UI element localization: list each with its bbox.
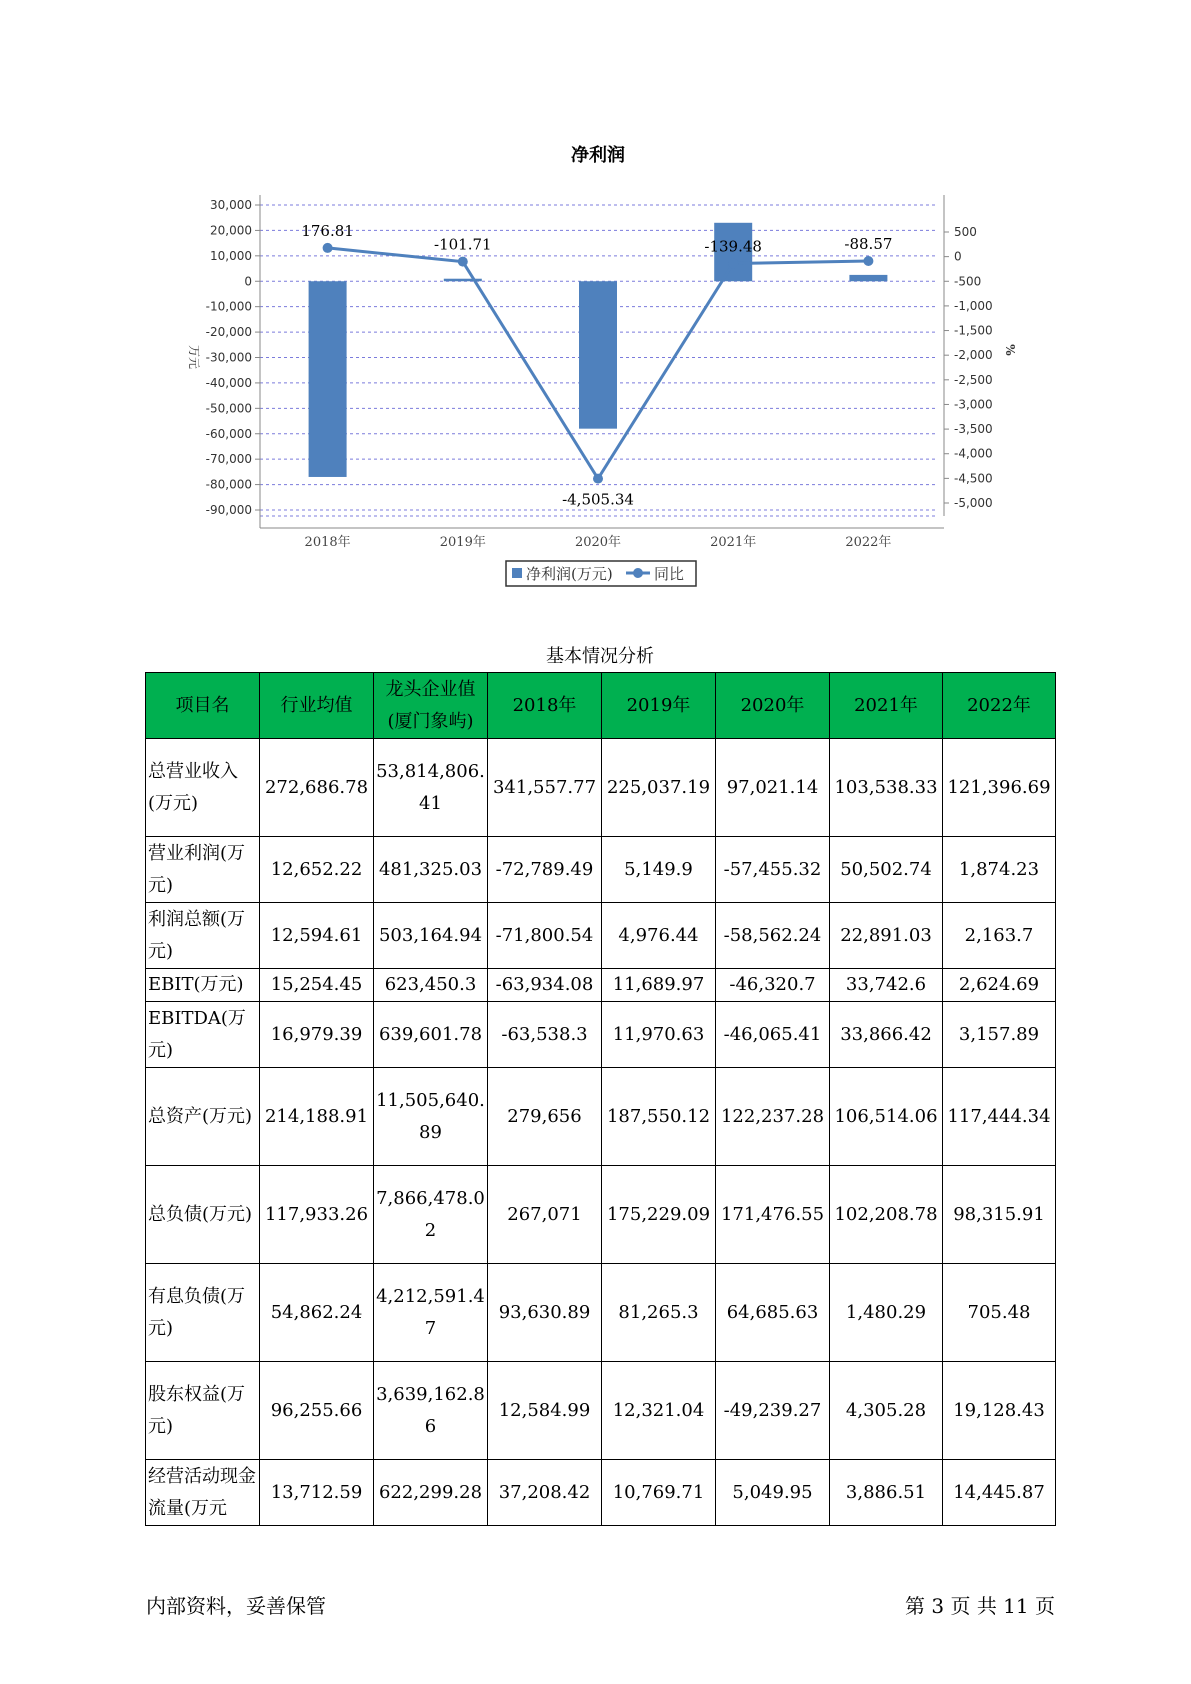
table-cell: 122,237.28 bbox=[716, 1068, 830, 1166]
row-label: 总负债(万元) bbox=[146, 1166, 260, 1264]
table-cell: -71,800.54 bbox=[488, 903, 602, 969]
table-cell: 96,255.66 bbox=[260, 1362, 374, 1460]
column-header: 2018年 bbox=[488, 673, 602, 739]
data-label: -101.71 bbox=[434, 235, 492, 254]
data-label: -88.57 bbox=[844, 235, 893, 254]
table-cell: 2,624.69 bbox=[943, 969, 1056, 1002]
table-cell: 705.48 bbox=[943, 1264, 1056, 1362]
row-label: 总资产(万元) bbox=[146, 1068, 260, 1166]
row-label: 经营活动现金流量(万元 bbox=[146, 1460, 260, 1526]
column-header: 龙头企业值(厦门象屿) bbox=[374, 673, 488, 739]
table-cell: 622,299.28 bbox=[374, 1460, 488, 1526]
net-profit-chart bbox=[0, 0, 1191, 600]
table-cell: 11,970.63 bbox=[602, 1002, 716, 1068]
row-label: 股东权益(万元) bbox=[146, 1362, 260, 1460]
table-cell: 225,037.19 bbox=[602, 739, 716, 837]
x-tick-label: 2022年 bbox=[845, 535, 892, 550]
y-tick-label: -30,000 bbox=[205, 350, 252, 365]
y-tick-label: -40,000 bbox=[205, 375, 252, 390]
table-cell: 12,652.22 bbox=[260, 837, 374, 903]
table-cell: 97,021.14 bbox=[716, 739, 830, 837]
table-cell: -57,455.32 bbox=[716, 837, 830, 903]
y2-axis-label: % bbox=[1003, 344, 1017, 356]
table-cell: -46,065.41 bbox=[716, 1002, 830, 1068]
table-cell: -58,562.24 bbox=[716, 903, 830, 969]
y2-tick-label: -1,500 bbox=[954, 323, 993, 338]
table-row bbox=[146, 969, 1056, 1002]
table-header-row bbox=[146, 673, 1056, 739]
table-cell: 15,254.45 bbox=[260, 969, 374, 1002]
table-caption: 基本情况分析 bbox=[546, 646, 654, 667]
line-point bbox=[593, 474, 603, 484]
y-tick-label: 0 bbox=[244, 274, 252, 289]
legend-label-net-profit: 净利润(万元) bbox=[526, 565, 613, 583]
table-cell: 1,874.23 bbox=[943, 837, 1056, 903]
row-label: EBITDA(万元) bbox=[146, 1002, 260, 1068]
y2-tick-label: -2,000 bbox=[954, 348, 993, 363]
footer-page-number: 第 3 页 共 11 页 bbox=[905, 1594, 1055, 1618]
table-cell: 3,639,162.86 bbox=[374, 1362, 488, 1460]
table-cell: 50,502.74 bbox=[830, 837, 943, 903]
line-point bbox=[863, 256, 873, 266]
table-cell: 12,321.04 bbox=[602, 1362, 716, 1460]
row-label: 营业利润(万元) bbox=[146, 837, 260, 903]
table-cell: 5,149.9 bbox=[602, 837, 716, 903]
bar bbox=[579, 281, 617, 428]
table-cell: 279,656 bbox=[488, 1068, 602, 1166]
table-cell: 13,712.59 bbox=[260, 1460, 374, 1526]
table-cell: 341,557.77 bbox=[488, 739, 602, 837]
table-row bbox=[146, 1264, 1056, 1362]
chart-title: 净利润 bbox=[571, 145, 625, 166]
y2-tick-label: 500 bbox=[954, 225, 977, 239]
column-header: 2021年 bbox=[830, 673, 943, 739]
line-point bbox=[728, 259, 738, 269]
table-row bbox=[146, 739, 1056, 837]
table-cell: 5,049.95 bbox=[716, 1460, 830, 1526]
table-cell: 4,976.44 bbox=[602, 903, 716, 969]
table-cell: 639,601.78 bbox=[374, 1002, 488, 1068]
row-label: 利润总额(万元) bbox=[146, 903, 260, 969]
table-cell: 103,538.33 bbox=[830, 739, 943, 837]
table-cell: 64,685.63 bbox=[716, 1264, 830, 1362]
table-cell: 22,891.03 bbox=[830, 903, 943, 969]
table-cell: 14,445.87 bbox=[943, 1460, 1056, 1526]
table-cell: 106,514.06 bbox=[830, 1068, 943, 1166]
row-label: 总营业收入(万元) bbox=[146, 739, 260, 837]
data-label: 176.81 bbox=[301, 221, 354, 240]
table-row bbox=[146, 1362, 1056, 1460]
column-header: 项目名 bbox=[146, 673, 260, 739]
table-row bbox=[146, 903, 1056, 969]
table-cell: 19,128.43 bbox=[943, 1362, 1056, 1460]
footer-confidential: 内部资料，妥善保管 bbox=[146, 1594, 326, 1618]
data-label: -4,505.34 bbox=[562, 490, 634, 509]
table-cell: 171,476.55 bbox=[716, 1166, 830, 1264]
table-cell: 4,305.28 bbox=[830, 1362, 943, 1460]
table-cell: 11,689.97 bbox=[602, 969, 716, 1002]
y2-tick-label: -4,500 bbox=[954, 471, 993, 486]
table-cell: 3,157.89 bbox=[943, 1002, 1056, 1068]
table-cell: -63,934.08 bbox=[488, 969, 602, 1002]
y-tick-label: -20,000 bbox=[205, 325, 252, 340]
table-cell: 16,979.39 bbox=[260, 1002, 374, 1068]
y2-tick-label: -500 bbox=[954, 274, 982, 289]
y-tick-label: -10,000 bbox=[205, 299, 252, 314]
y2-tick-label: -2,500 bbox=[954, 372, 993, 387]
table-row bbox=[146, 1002, 1056, 1068]
basic-analysis-table bbox=[145, 672, 1056, 1526]
x-tick-label: 2021年 bbox=[710, 535, 757, 550]
table-cell: 53,814,806.41 bbox=[374, 739, 488, 837]
table-cell: 481,325.03 bbox=[374, 837, 488, 903]
table-body bbox=[146, 739, 1056, 1526]
table-cell: 54,862.24 bbox=[260, 1264, 374, 1362]
table-row bbox=[146, 1460, 1056, 1526]
y-tick-label: -50,000 bbox=[205, 401, 252, 416]
table-cell: 187,550.12 bbox=[602, 1068, 716, 1166]
line-point bbox=[458, 257, 468, 267]
table-row bbox=[146, 837, 1056, 903]
table-cell: 1,480.29 bbox=[830, 1264, 943, 1362]
table-cell: 81,265.3 bbox=[602, 1264, 716, 1362]
table-cell: 12,584.99 bbox=[488, 1362, 602, 1460]
table-cell: 2,163.7 bbox=[943, 903, 1056, 969]
column-header: 2020年 bbox=[716, 673, 830, 739]
table-cell: 267,071 bbox=[488, 1166, 602, 1264]
y-tick-label: 20,000 bbox=[210, 223, 252, 238]
row-label: EBIT(万元) bbox=[146, 969, 260, 1002]
table-cell: 93,630.89 bbox=[488, 1264, 602, 1362]
y-tick-label: 30,000 bbox=[210, 198, 252, 212]
column-header: 2022年 bbox=[943, 673, 1056, 739]
x-tick-label: 2018年 bbox=[304, 535, 351, 550]
table-cell: 7,866,478.02 bbox=[374, 1166, 488, 1264]
y2-tick-label: -4,000 bbox=[954, 446, 993, 461]
y2-tick-label: -3,000 bbox=[954, 397, 993, 412]
table-cell: 12,594.61 bbox=[260, 903, 374, 969]
column-header: 2019年 bbox=[602, 673, 716, 739]
y2-tick-label: 0 bbox=[954, 249, 962, 264]
table-cell: 117,933.26 bbox=[260, 1166, 374, 1264]
table-cell: 503,164.94 bbox=[374, 903, 488, 969]
table-cell: 33,742.6 bbox=[830, 969, 943, 1002]
y-tick-label: -70,000 bbox=[205, 452, 252, 467]
table-cell: 175,229.09 bbox=[602, 1166, 716, 1264]
table-cell: -49,239.27 bbox=[716, 1362, 830, 1460]
x-tick-label: 2020年 bbox=[574, 535, 622, 550]
bar bbox=[849, 275, 887, 281]
table-row bbox=[146, 1166, 1056, 1264]
y-tick-label: -60,000 bbox=[205, 426, 252, 441]
table-row bbox=[146, 1068, 1056, 1166]
table-cell: 272,686.78 bbox=[260, 739, 374, 837]
table-cell: 214,188.91 bbox=[260, 1068, 374, 1166]
table-cell: 121,396.69 bbox=[943, 739, 1056, 837]
table-cell: 33,866.42 bbox=[830, 1002, 943, 1068]
row-label: 有息负债(万元) bbox=[146, 1264, 260, 1362]
table-cell: 117,444.34 bbox=[943, 1068, 1056, 1166]
legend-swatch-bar bbox=[512, 568, 522, 578]
y2-tick-label: -3,500 bbox=[954, 422, 993, 437]
y2-tick-label: -1,000 bbox=[954, 298, 993, 313]
legend-swatch-point bbox=[633, 568, 643, 578]
legend-label-yoy: 同比 bbox=[654, 565, 685, 583]
y-tick-label: 10,000 bbox=[210, 248, 252, 263]
table-cell: 37,208.42 bbox=[488, 1460, 602, 1526]
table-cell: 98,315.91 bbox=[943, 1166, 1056, 1264]
table-cell: 4,212,591.47 bbox=[374, 1264, 488, 1362]
y2-tick-label: -5,000 bbox=[954, 496, 993, 510]
y-tick-label: -90,000 bbox=[205, 503, 252, 517]
column-header: 行业均值 bbox=[260, 673, 374, 739]
table-cell: 10,769.71 bbox=[602, 1460, 716, 1526]
table-cell: 102,208.78 bbox=[830, 1166, 943, 1264]
table-cell: -63,538.3 bbox=[488, 1002, 602, 1068]
table-cell: 623,450.3 bbox=[374, 969, 488, 1002]
x-tick-label: 2019年 bbox=[439, 535, 486, 550]
bar bbox=[309, 281, 347, 477]
table-cell: 11,505,640.89 bbox=[374, 1068, 488, 1166]
data-label: -139.48 bbox=[704, 237, 762, 256]
table-cell: -72,789.49 bbox=[488, 837, 602, 903]
y-tick-label: -80,000 bbox=[205, 477, 252, 492]
table-cell: -46,320.7 bbox=[716, 969, 830, 1002]
table-cell: 3,886.51 bbox=[830, 1460, 943, 1526]
line-point bbox=[323, 243, 333, 253]
y-axis-label: 万元 bbox=[187, 344, 201, 370]
